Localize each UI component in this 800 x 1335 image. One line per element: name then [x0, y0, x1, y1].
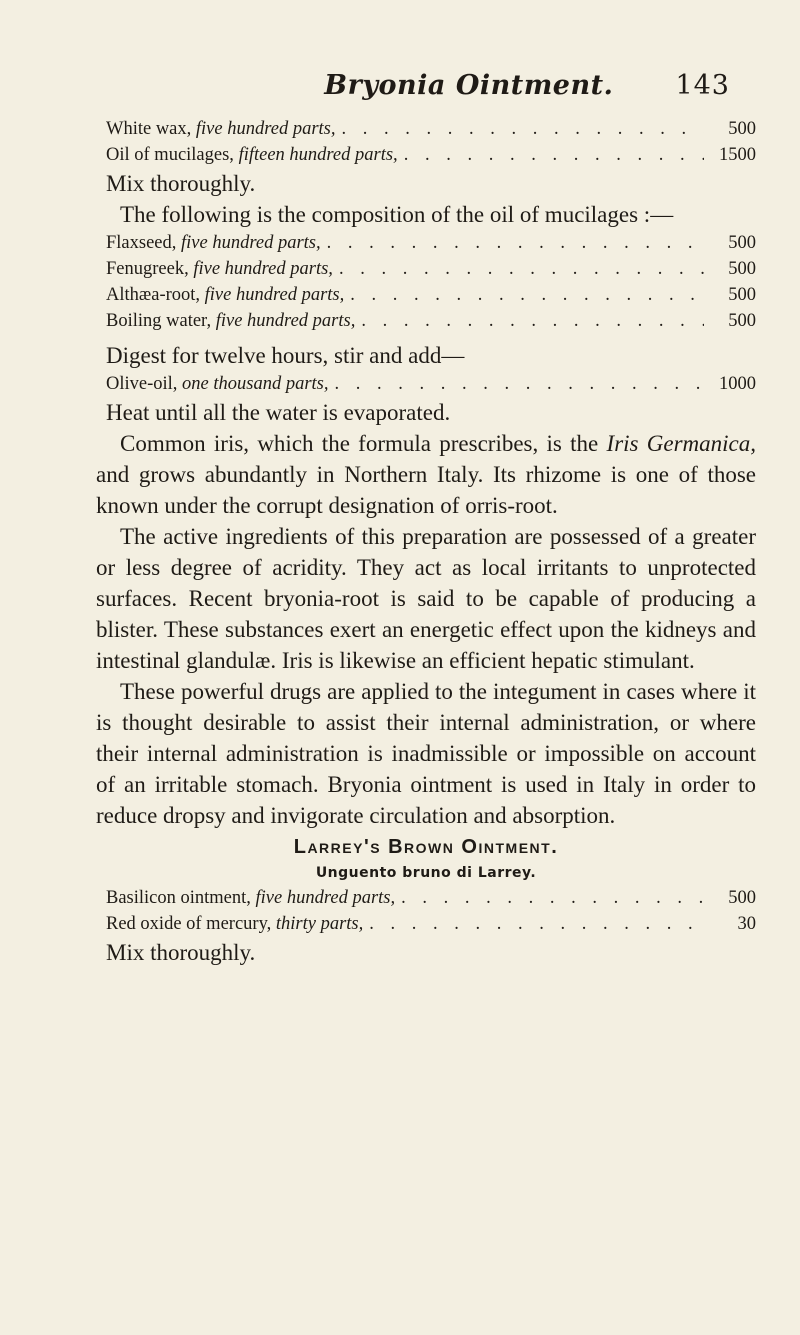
- recipe-list-2: [96, 230, 756, 334]
- recipe-row: Boiling water, five hundred parts, . . . 500: [96, 308, 756, 334]
- recipe-row: Basilicon ointment, five hundred parts, . . . 500: [96, 885, 756, 911]
- section-title: Larrey's Brown Ointment.: [293, 836, 559, 858]
- recipe-row: Olive-oil, one thousand parts, . . . 1000: [96, 371, 756, 397]
- page-number: 143: [675, 70, 730, 101]
- recipe-list-1: [96, 116, 756, 168]
- quantity: 1000: [719, 374, 756, 394]
- page-content: [96, 116, 756, 968]
- instruction-digest: Digest for twelve hours, stir and add—: [106, 343, 465, 368]
- recipe-row: Fenugreek, five hundred parts, . . . 500: [96, 256, 756, 282]
- recipe-list-larrey: [96, 885, 756, 937]
- page-title: Bryonia Ointment.: [324, 70, 614, 101]
- quantity: 500: [728, 233, 756, 253]
- instruction-mix: Mix thoroughly.: [106, 171, 256, 196]
- recipe-row: Althæa-root, five hundred parts, . . . 500: [96, 282, 756, 308]
- instruction-heat: Heat until all the water is evaporated.: [106, 400, 451, 425]
- paragraph-powerful-drugs: These powerful drugs are applied to the integument in cases where it is thought desirable to assist their internal administration, or where their internal administration is inadmissible or impossible on account of an irritable stomach. Bryonia ointment is used in Italy in order to reduce dropsy and invigorate circulation and absorption.: [96, 679, 756, 828]
- paragraph-iris: Common iris, which the formula prescribes, is the Iris Germanica, and grows abundantly in Northern Italy. Its rhizome is one of those known under the corrupt designation of orris-root.: [96, 431, 756, 518]
- recipe-list-3: [96, 371, 756, 397]
- composition-intro: The following is the composition of the oil of mucilages :—: [120, 202, 674, 227]
- quantity: 1500: [719, 145, 756, 165]
- recipe-row: Red oxide of mercury, thirty parts, . . . 30: [96, 911, 756, 937]
- quantity: 500: [728, 119, 756, 139]
- quantity: 500: [728, 311, 756, 331]
- quantity: 500: [728, 888, 756, 908]
- iris-species-name: Iris Germanica,: [606, 431, 756, 456]
- instruction-mix-larrey: Mix thoroughly.: [106, 940, 256, 965]
- paragraph-active-ingredients: The active ingredients of this preparation are possessed of a greater or less degree of acridity. They act as local irritants to unprotected surfaces. Recent bryonia-root is said to be capable of producing a blister. These substances exert an energetic effect upon the kidneys and intestinal glandulæ. Iris is likewise an efficient hepatic stimulant.: [96, 524, 756, 673]
- quantity: 500: [728, 285, 756, 305]
- recipe-row: Flaxseed, five hundred parts, . . . 500: [96, 230, 756, 256]
- quantity: 500: [728, 259, 756, 279]
- running-header: [110, 70, 730, 101]
- recipe-row: White wax, five hundred parts, . . . 500: [96, 116, 756, 142]
- quantity: 30: [737, 914, 756, 934]
- recipe-row: Oil of mucilages, fifteen hundred parts, . . . 1500: [96, 142, 756, 168]
- section-subtitle: Unguento bruno di Larrey.: [315, 865, 537, 881]
